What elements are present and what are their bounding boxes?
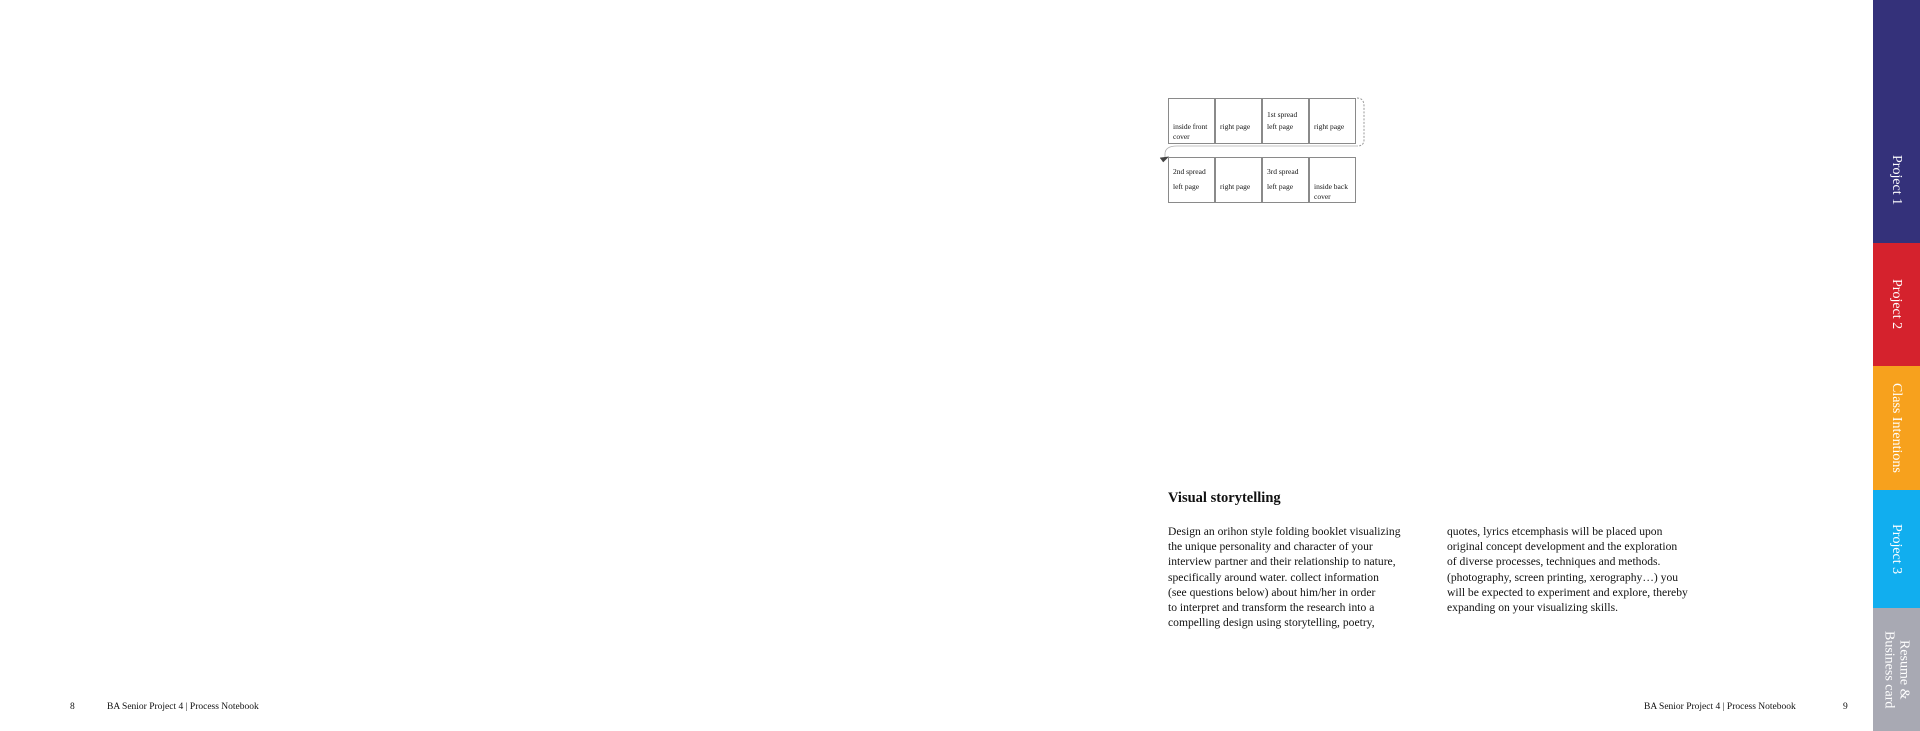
right-page-number: 9 <box>1843 702 1848 712</box>
diagram-cell-3rd-spread-left: 3rd spread left page <box>1262 157 1309 203</box>
diagram-cell-inside-front-cover: inside front cover <box>1168 98 1215 144</box>
tab-label: Project 2 <box>1889 279 1904 330</box>
tab-project-3[interactable] <box>1873 490 1920 608</box>
body-line: the unique personality and character of your <box>1168 540 1373 554</box>
diagram-cell-2nd-spread-left: 2nd spread left page <box>1168 157 1215 203</box>
body-line: to interpret and transform the research into a <box>1168 601 1375 615</box>
tab-project-2[interactable] <box>1873 243 1920 366</box>
tab-label: Project 1 <box>1889 155 1904 206</box>
body-line: (photography, screen printing, xerography…) you <box>1447 570 1679 584</box>
body-line: expanding on your visualizing skills. <box>1447 601 1618 615</box>
body-line: quotes, lyrics etcemphasis will be placed upon <box>1447 525 1663 538</box>
body-line: (see questions below) about him/her in order <box>1168 585 1376 599</box>
right-footer-title: BA Senior Project 4 | Process Notebook <box>1644 702 1796 712</box>
body-line: of diverse processes, techniques and methods. <box>1447 555 1661 569</box>
body-text-column-1 <box>1168 524 1448 630</box>
diagram-cell-inside-back-cover: inside back cover <box>1309 157 1356 203</box>
tab-label: Class Intentions <box>1889 383 1904 473</box>
diagram-cell-right-page-3: right page <box>1215 157 1262 203</box>
body-text-column-2 <box>1447 524 1727 615</box>
body-line: Design an orihon style folding booklet visualizing <box>1168 525 1401 538</box>
tab-project-1[interactable] <box>1873 0 1920 243</box>
booklet-fold-diagram <box>1165 96 1370 208</box>
diagram-cell-right-page-1: right page <box>1215 98 1262 144</box>
tab-label: Resume & <box>1896 639 1912 700</box>
tab-label: Business card <box>1881 630 1897 709</box>
diagram-cell-1st-spread-left: 1st spread left page <box>1262 98 1309 144</box>
body-line: compelling design using storytelling, poetry, <box>1168 616 1375 630</box>
tab-resume-business-card[interactable] <box>1873 608 1920 731</box>
tab-label: Project 3 <box>1889 523 1904 575</box>
body-line: will be expected to experiment and explore, thereby <box>1447 585 1688 599</box>
diagram-cell-right-page-2: right page <box>1309 98 1356 144</box>
body-line: interview partner and their relationship to nature, <box>1168 555 1396 569</box>
tab-class-intentions[interactable] <box>1873 366 1920 490</box>
left-footer-title: BA Senior Project 4 | Process Notebook <box>107 702 259 712</box>
section-heading: Visual storytelling <box>1168 490 1281 506</box>
section-tabs <box>1873 0 1920 731</box>
body-line: specifically around water. collect information <box>1168 570 1379 584</box>
left-page-number: 8 <box>70 702 75 712</box>
body-line: original concept development and the exploration <box>1447 540 1678 554</box>
